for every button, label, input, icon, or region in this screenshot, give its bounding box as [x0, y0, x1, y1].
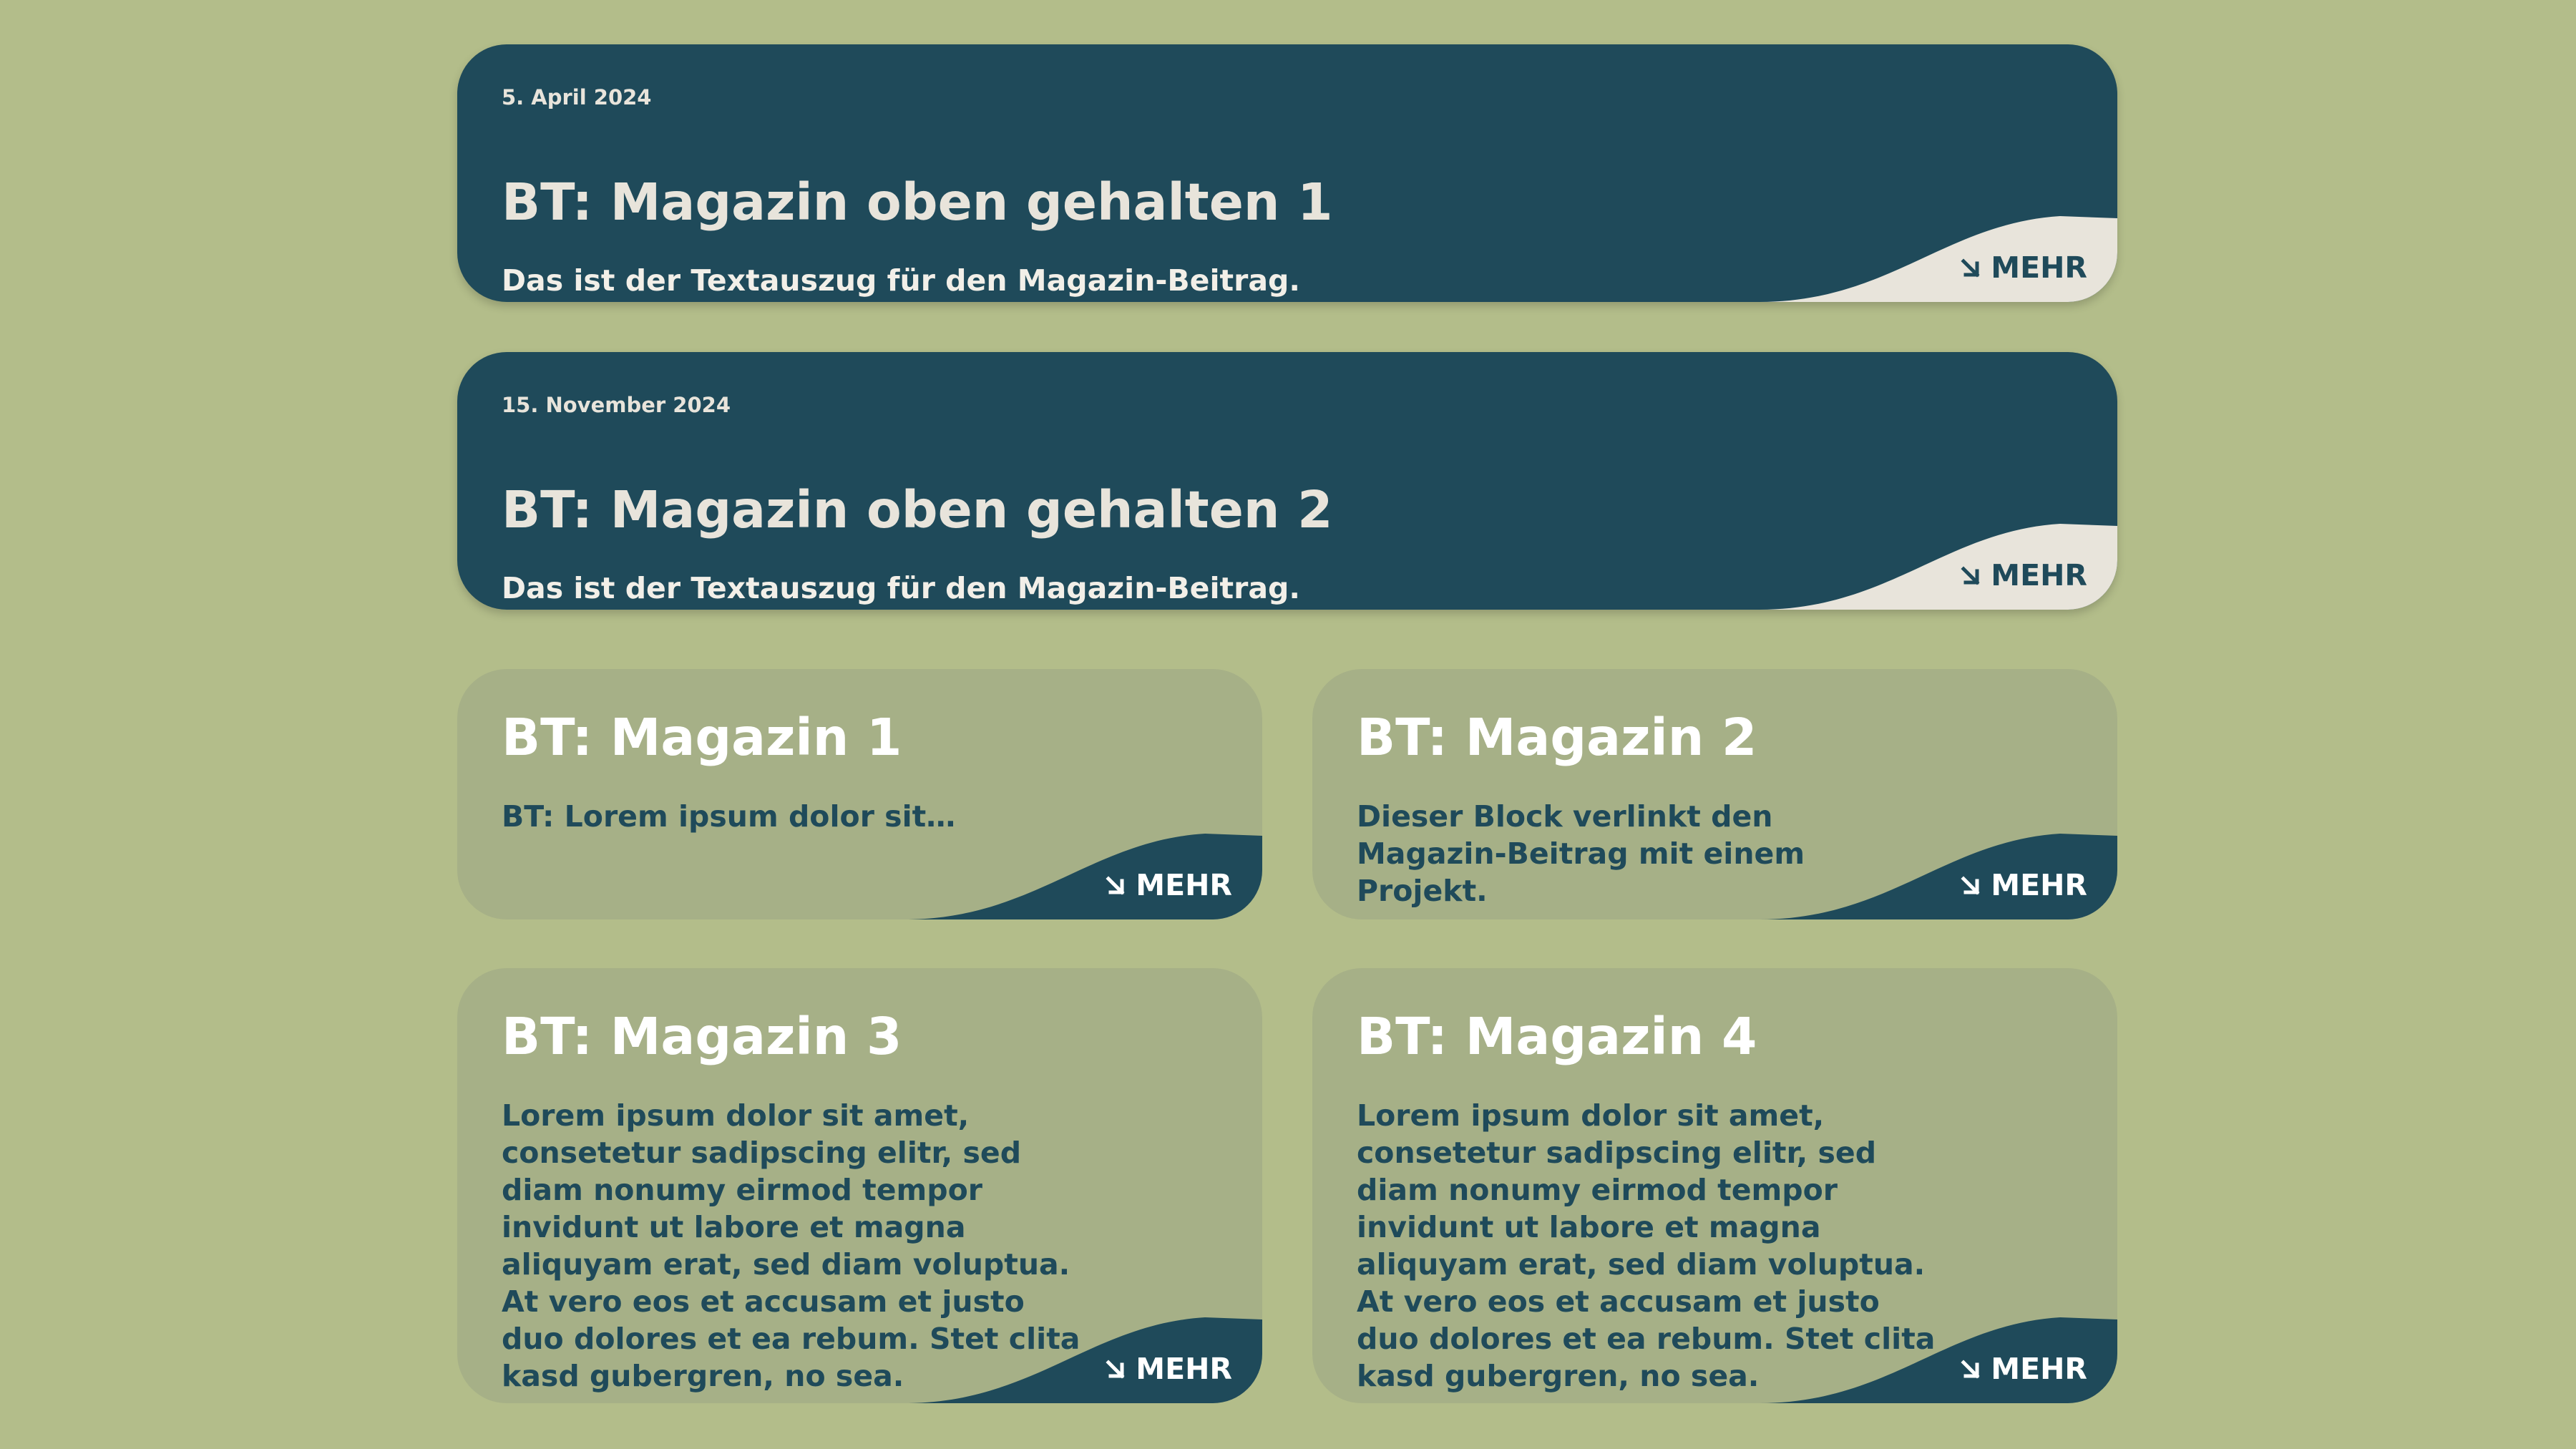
more-link[interactable] — [1959, 1352, 2087, 1386]
featured-magazine-card-2[interactable] — [457, 352, 2117, 610]
more-label: MEHR — [1991, 558, 2087, 592]
post-excerpt: Lorem ipsum dolor sit amet, consetetur sadipscing elitr, sed diam nonumy eirmod tempor invidunt ut labore et magna aliquyam erat, sed diam voluptua. At vero eos et accusam et justo duo dolores et ea rebum. Stet clita kasd gubergren, no sea. — [1357, 1098, 1936, 1393]
more-label: MEHR — [1136, 1352, 1232, 1386]
post-excerpt: BT: Lorem ipsum dolor sit… — [502, 799, 956, 834]
post-title[interactable]: BT: Magazin oben gehalten 2 — [502, 480, 1333, 540]
post-date: 15. November 2024 — [502, 393, 731, 417]
post-excerpt: Dieser Block verlinkt den Magazin-Beitrag mit einem Projekt. — [1357, 799, 1805, 908]
more-label: MEHR — [1991, 868, 2087, 902]
post-excerpt: Lorem ipsum dolor sit amet, consetetur sadipscing elitr, sed diam nonumy eirmod tempor invidunt ut labore et magna aliquyam erat, sed diam voluptua. At vero eos et accusam et justo duo dolores et ea rebum. Stet clita kasd gubergren, no sea. — [502, 1098, 1080, 1393]
magazine-card-4[interactable] — [1312, 968, 2117, 1403]
post-title[interactable]: BT: Magazin 1 — [502, 708, 902, 767]
arrow-down-right-icon — [1959, 565, 1982, 587]
post-excerpt: Das ist der Textauszug für den Magazin-Beitrag. — [502, 263, 1300, 298]
post-title[interactable]: BT: Magazin oben gehalten 1 — [502, 172, 1333, 232]
post-excerpt: Das ist der Textauszug für den Magazin-Beitrag. — [502, 571, 1300, 605]
more-link[interactable] — [1959, 868, 2087, 902]
post-date: 5. April 2024 — [502, 85, 652, 109]
more-label: MEHR — [1991, 1352, 2087, 1386]
arrow-down-right-icon — [1959, 1358, 1982, 1381]
post-title[interactable]: BT: Magazin 3 — [502, 1007, 902, 1066]
more-label: MEHR — [1991, 250, 2087, 285]
more-label: MEHR — [1136, 868, 1232, 902]
magazine-card-1[interactable] — [457, 669, 1262, 919]
more-link[interactable] — [1104, 868, 1232, 902]
magazine-card-2[interactable] — [1312, 669, 2117, 919]
featured-magazine-card-1[interactable] — [457, 44, 2117, 302]
post-title[interactable]: BT: Magazin 2 — [1357, 708, 1757, 767]
more-link[interactable] — [1959, 250, 2087, 285]
arrow-down-right-icon — [1959, 257, 1982, 280]
arrow-down-right-icon — [1104, 874, 1127, 897]
post-title[interactable]: BT: Magazin 4 — [1357, 1007, 1757, 1066]
magazine-card-3[interactable] — [457, 968, 1262, 1403]
more-link[interactable] — [1959, 558, 2087, 592]
arrow-down-right-icon — [1104, 1358, 1127, 1381]
arrow-down-right-icon — [1959, 874, 1982, 897]
more-link[interactable] — [1104, 1352, 1232, 1386]
